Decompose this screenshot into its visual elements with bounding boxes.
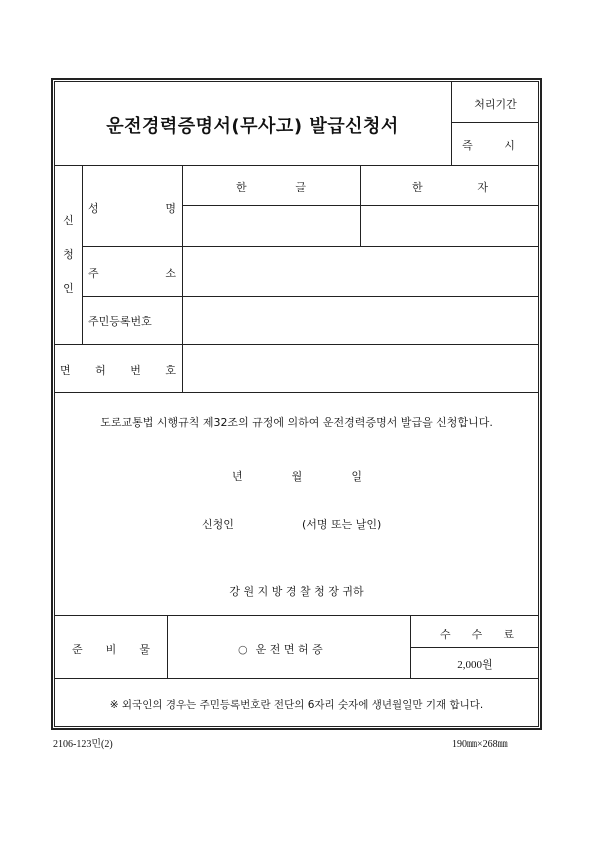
license-number-field[interactable] <box>183 345 539 392</box>
recipient: 강 원 지 방 경 찰 청 장 귀하 <box>229 585 364 598</box>
license-char: 번 <box>130 364 141 377</box>
fee-char: 수 <box>440 628 451 641</box>
date-month-label: 월 <box>291 470 303 483</box>
divider <box>54 615 539 616</box>
fee-char: 수 <box>471 628 483 641</box>
application-statement: 도로교통법 시행규칙 제32조의 규정에 의하여 운전경력증명서 발급을 신청합니다. <box>100 416 493 429</box>
name-label-char: 성 <box>88 202 99 215</box>
divider <box>54 165 539 166</box>
rrn-field[interactable] <box>183 297 539 344</box>
fee-amount: 2,000원 <box>457 659 493 671</box>
address-char: 주 <box>88 267 99 280</box>
name-hanja-field[interactable] <box>361 206 539 246</box>
address-field[interactable] <box>183 247 539 296</box>
divider <box>167 615 168 678</box>
name-hangul-field[interactable] <box>183 206 360 246</box>
address-char: 소 <box>165 267 176 280</box>
license-char: 면 <box>60 364 71 377</box>
attachment-item <box>238 641 323 657</box>
rrn-label: 주민등록번호 <box>88 315 152 328</box>
hanja-column-header <box>412 179 488 195</box>
footnote: ※ 외국인의 경우는 주민등록번호란 전단의 6자리 숫자에 생년월일만 기재 합니다. <box>109 699 484 711</box>
hanja-char: 자 <box>477 181 488 194</box>
name-label <box>88 200 176 216</box>
fee-label <box>440 626 514 642</box>
applicant-char: 청 <box>63 248 74 261</box>
hangul-char: 한 <box>236 181 247 194</box>
circle-icon: ○ <box>238 643 248 656</box>
name-label-char: 명 <box>165 202 176 215</box>
applicant-char: 인 <box>63 282 74 295</box>
processing-period-value: 즉 시 <box>462 139 529 152</box>
date-year-label: 년 <box>232 470 243 483</box>
signature-note: (서명 또는 날인) <box>302 518 382 531</box>
attachments-label <box>72 641 150 657</box>
hangul-column-header <box>236 179 306 195</box>
form-title: 운전경력증명서(무사고) 발급신청서 <box>106 116 399 137</box>
form-number: 2106-123민(2) <box>53 739 113 750</box>
license-char: 허 <box>95 364 106 377</box>
applicant-signature-label: 신청인 <box>202 518 234 531</box>
fee-char: 료 <box>503 628 514 641</box>
license-number-label <box>60 362 176 378</box>
license-char: 호 <box>165 364 176 377</box>
attachment-item-label: 운 전 면 허 증 <box>255 643 323 656</box>
date-line <box>232 468 362 484</box>
attachments-char: 비 <box>105 643 117 656</box>
paper-size: 190㎜×268㎜ <box>452 739 508 750</box>
attachments-char: 준 <box>72 643 83 656</box>
address-label <box>88 265 176 281</box>
divider <box>451 122 539 123</box>
hangul-char: 글 <box>295 181 306 194</box>
applicant-char: 신 <box>63 214 74 227</box>
divider <box>410 647 539 648</box>
attachments-char: 물 <box>139 643 150 656</box>
applicant-group-label <box>55 212 82 296</box>
divider <box>82 165 83 344</box>
processing-period-label: 처리기간 <box>474 98 517 111</box>
date-day-label: 일 <box>351 470 362 483</box>
hanja-char: 한 <box>412 181 423 194</box>
divider <box>54 392 539 393</box>
divider <box>54 678 539 679</box>
